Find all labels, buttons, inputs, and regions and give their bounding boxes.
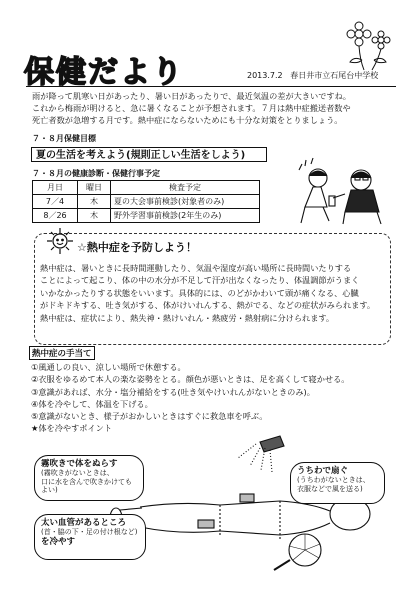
intro-line: これから梅雨が明けると、急に暑くなることが予想されます。７月は熱中症搬送者数や	[32, 103, 351, 113]
blood-vessel-tip-heading: 太い血管があるところ	[41, 518, 127, 528]
table-cell: 7／4	[33, 195, 78, 209]
health-goal-box: 夏の生活を考えよう(規則正しい生活をしよう)	[31, 147, 267, 162]
page-title: 保健だより	[24, 55, 184, 90]
list-item: ②衣服をゆるめて本人の楽な姿勢をとる。顔色が悪いときは、足を高くして寝かせる。	[31, 374, 350, 385]
description-line: 熱中症は、暑いときに長時間運動したり、気温や湿度が高い場所に長時間いたりする	[40, 263, 352, 273]
column-header: 曜日	[78, 181, 111, 195]
blood-vessel-tip-bubble	[34, 514, 146, 560]
description-line: ことによって起こり、体の中の水分が不足して汗が出なくなったり、体温調節がうまく	[40, 275, 360, 286]
list-item: ①風通しの良い、涼しい場所で休憩する。	[31, 362, 186, 372]
list-item: ④体を冷やして、体温を下げる。	[31, 398, 153, 409]
column-header: 検査予定	[111, 181, 260, 195]
spray-tip-heading: 霧吹きで体をぬらす	[41, 459, 118, 469]
list-item: ⑤意識がないとき、様子がおかしいときはすぐに救急車を呼ぶ。	[31, 411, 268, 422]
spray-tip-note: 口に水を含んで吹きかけてもよい)	[41, 477, 132, 494]
school-name: 春日井市立石尾台中学校	[290, 71, 379, 80]
heatstroke-heading: ☆熱中症を予防しよう！	[77, 241, 197, 254]
description-line: 熱中症は、症状により、熱失神・熱けいれん・熱疲労・熱射病に分けられます。	[40, 312, 335, 323]
first-aid-steps	[31, 361, 391, 435]
table-cell: 夏の大会事前検診(対象者のみ)	[111, 195, 260, 209]
blood-vessel-tip-note: (首・脇の下・足の付け根など)	[41, 528, 138, 536]
table-cell: 木	[78, 209, 111, 223]
title-divider	[26, 86, 396, 87]
table-header-row	[33, 181, 260, 195]
fan-tip-heading: うちわで扇ぐ	[297, 466, 349, 476]
intro-paragraph	[32, 90, 392, 126]
list-item: ③意識があれば、水分・塩分補給をする(吐き気やけいれんがないときのみ)。	[31, 386, 315, 397]
schedule-section-label: ７・８月の健康診断・保健行事予定	[32, 169, 160, 178]
issue-date: 2013.7.2	[247, 71, 283, 80]
table-row	[33, 195, 260, 209]
fan-tip-note: 衣服などで風を送る)	[297, 484, 363, 493]
intro-line: 雨が降って肌寒い日があったり、暑い日があったりで、最近気温の差が大きいですね。	[32, 91, 351, 101]
cooling-illustration	[100, 432, 400, 577]
blood-vessel-tip-action: を冷やす	[41, 536, 76, 547]
table-cell: 野外学習事前検診(2年生のみ)	[111, 209, 260, 223]
spray-tip-bubble	[34, 455, 144, 501]
fan-tip-bubble	[290, 462, 385, 504]
schedule-table	[32, 180, 260, 223]
first-aid-heading: 熱中症の手当て	[29, 346, 95, 360]
table-row	[33, 209, 260, 223]
flower-illustration	[334, 20, 404, 72]
table-cell: 木	[78, 195, 111, 209]
sun-icon	[45, 226, 75, 256]
description-line: いかなかったりする状態をいいます。具体的には、のどがかわいて頭が痛くなる、心臓	[40, 287, 359, 298]
cooling-points-label: ★体を冷やすポイント	[31, 423, 113, 434]
column-header: 月日	[33, 181, 78, 195]
description-line: がドキドキする、吐き気がする、体がけいれんする、熱がでる、などの症状がみられます。	[40, 300, 376, 311]
students-illustration	[293, 150, 393, 230]
heatstroke-description	[40, 262, 385, 324]
intro-line: 死亡者数が急増する月です。熱中症にならないためにも十分な対策をとりましょう。	[32, 115, 343, 125]
fan-tip-note: (うちわがないときは、	[297, 476, 370, 484]
goal-section-label: ７・８月保健目標	[32, 134, 96, 143]
spray-tip-note: (霧吹きがないときは、	[41, 469, 114, 477]
table-cell: 8／26	[33, 209, 78, 223]
